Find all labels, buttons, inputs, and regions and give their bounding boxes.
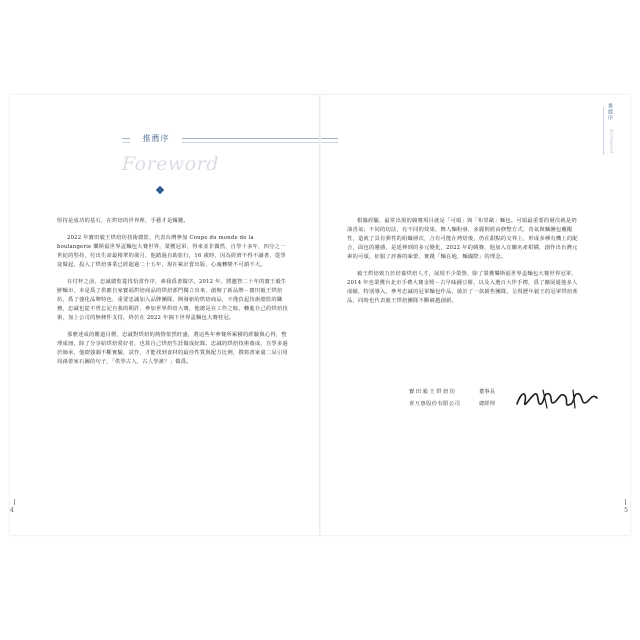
foreword-script-heading: Foreword [122, 153, 219, 175]
paragraph: 在付梓之前，忠誠總監從找恰當作序，素我爲書做序。2012 年，將邀智二十年的寶王毅生鮮麵市，本是爲了供應自家寶福烘焙商品的烘焙部門獨立出來，創辦了新品牌－寶田毅王烘焙坊，爲了強化品牌特色，重要忠誠加入品牌團隊，開發新的烘焙商品，不僅負起技術總監的職務，忠誠也從不曾忘記自我的期許，參加世界烘焙大賽，他總是在工作之餘，轉進自己的烘焙技術，加上公司的無條件支持，終於在 2022 年摘下世界盃麵包大賽桂冠。 [57, 279, 288, 321]
paragraph: 那麼達成的難道目標，忠誠對烘焙的熱情依然旺盛，將這些年參賽所累積的經驗與心得，整理成冊，除了分享給烘焙愛好者，也算自己烘焙生涯做成紀錄。忠誠的烘焙技術養成，自學多過於師承，他總強調不斷實驗，試作，才能找到食材的最佳性質與配方比例，撰寫書家還二呆引用周孫蕾家石圖的句子，「供學古人，古人學誰？」做爲。 [57, 332, 288, 365]
signature-block [409, 388, 599, 428]
book-spread [10, 95, 630, 535]
signer-company: 寶田毅王烘焙坊 [409, 389, 457, 395]
signer-title: 董事長 [479, 389, 495, 395]
handwritten-signature [513, 384, 603, 414]
side-tab-script: Foreword [608, 129, 614, 154]
page-number-tick [625, 499, 626, 505]
diamond-ornament-icon [156, 186, 164, 194]
side-tab-title: 推薦序 [607, 103, 613, 121]
left-page [10, 95, 319, 535]
signer-title: 總經理 [479, 401, 495, 407]
page-number-right: 5 [624, 507, 628, 514]
paragraph: 2022 年寶田毅王烘焙坊技術總監，代表台灣參加 Coupe du monde de la boulangerie 樂斯福世界盃麵包大賽世界，榮獲冠軍，得來並非偶然，自學十多年，四分之一世紀的堅持，付出生命最精華的歲月，他踏過自助旅行，16 歲時，因為經濟不得不讀書，從學徒做起，投入了烘焙事業已經超過二十五年，現在累計賣出版，心魂轉變不可謂不大。 [57, 235, 286, 268]
page-number-left: 4 [10, 507, 14, 514]
section-header [122, 130, 338, 152]
side-tab [600, 103, 620, 158]
left-body-text [57, 217, 289, 375]
paragraph: 堅持是成功的基石，在烘焙的世界裡，手藝才是關鍵。 [57, 218, 189, 224]
section-title: 推薦序 [130, 130, 182, 148]
right-body-text [347, 217, 579, 314]
signer-company: 喜互惠股份有限公司 [409, 401, 461, 407]
paragraph: 根據經驗，最常出現的競賽項目就是「可頌」與「布里歐」麵包。可頌最重要的層次就是奶油香氣；不同的切法，有不同的效果，舞人麵粉發，多麗則經由修整方式，奇氣與麵團包覆醒性，造就了具有彈性的組織層次，合有可能在烤焙後，仍在甜點的交界上，形成多種有機上的配合，面包的靈感，是延伸到的多元變化，2022 年的競賽，他加入宜蘭名產柑橘，創作出台灣元素的可頌，征服了評審的味蕾，實踐「麵在地，麵國際」的理念。 [347, 218, 578, 260]
paragraph: 毅王烘焙致力於培養烘焙人才，展現不少榮譽，除了榮獲樂斯福世界盃麵包大賽世界冠軍，2014 年也榮獲台北市手禮大賽金獎－古早味鍾豆餅，以及入選百大伴手禮，爲了擴展還他多人成績，特別導入，參考忠誠的冠軍麵包作品，啟計了一款銷售團隊，呈現歷年毅王的冠軍烘焙產品，同時也代表毅王烘焙團隊不斷破越創新。 [347, 271, 578, 304]
side-tab-rule [603, 107, 604, 155]
right-page [321, 95, 630, 535]
page-number-tick [14, 499, 15, 505]
